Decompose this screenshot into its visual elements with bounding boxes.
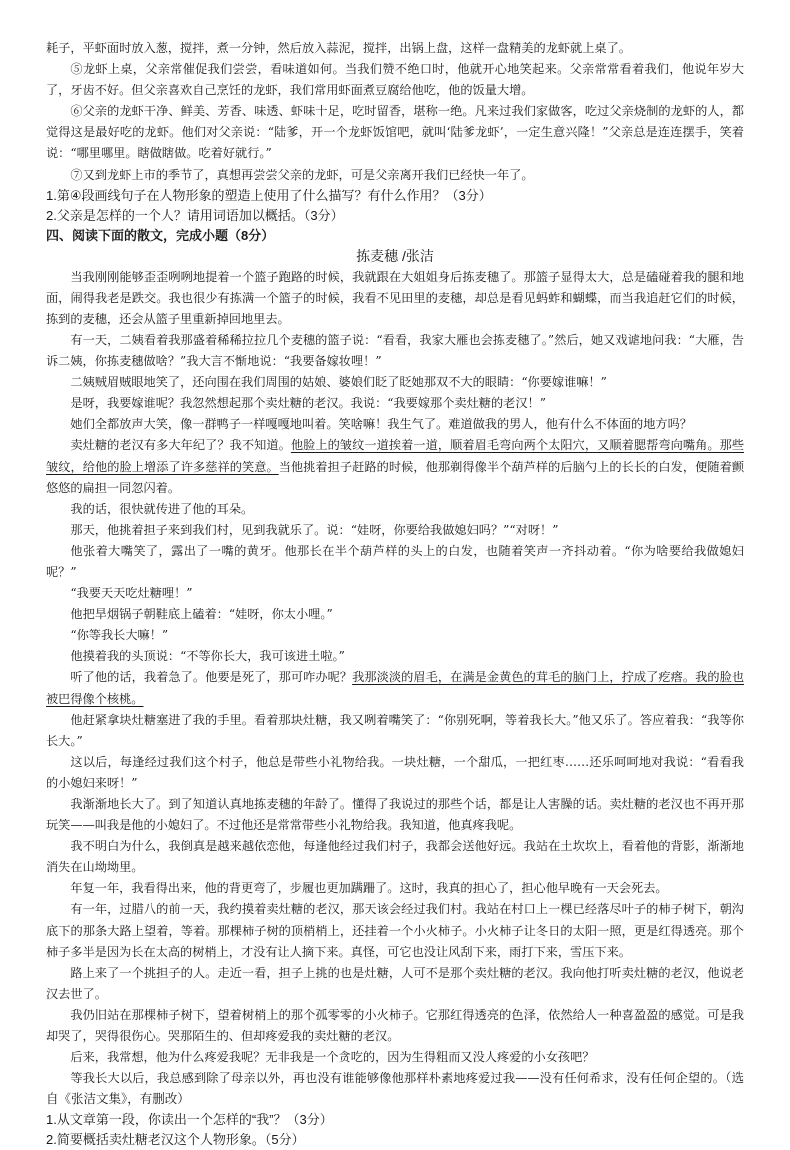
question-2: 2.简要概括卖灶糖老汉这个人物形象。（5分） [46, 1132, 305, 1148]
essay-paragraph: 是呀，我要嫁谁呢？我忽然想起那个卖灶糖的老汉。我说：“我要嫁那个卖灶糖的老汉！” [70, 396, 546, 411]
essay-paragraph: 当我刚刚能够歪歪咧咧地提着一个篮子跑路的时候，我就跟在大姐姐身后拣麦穗了。那篮子显得太大，总是磕碰着我的腿和地面，闹得我老是跌交。我也很少有拣满一个篮子的时候，我看不见田里的麦穗，却总是看见蚂蚱和蝴蝶，而当我追赶它们的时候，拣到的麦穗，还会从篮子里重新掉回地里去。 [46, 269, 744, 326]
essay-paragraph: 他张着大嘴笑了，露出了一嘴的黄牙。他那长在半个葫芦样的头上的白发，也随着笑声一齐抖动着。“你为啥要给我做媳妇呢？” [46, 543, 744, 579]
essay-text: 卖灶糖的老汉有多大年纪了？我不知道。 [70, 438, 291, 453]
essay-paragraph: 这以后，每逢经过我们这个村子，他总是带些小礼物给我。一块灶糖，一个甜瓜，一把红枣……还乐呵呵地对我说：“看看我的小媳妇来呀！” [46, 754, 744, 790]
paragraph-5: ⑤龙虾上桌，父亲常催促我们尝尝，看味道如何。当我们赞不绝口时，他就开心地笑起来。父亲常常看着我们，他说年岁大了，牙齿不好。但父亲喜欢自己烹饪的龙虾，我们常用虾面煮豆腐给他吃，他的饭量大增。 [46, 62, 744, 98]
essay-paragraph: 我不明白为什么，我倒真是越来越依恋他，每逢他经过我们村子，我都会送他好远。我站在土坎坎上，看着他的背影，渐渐地消失在山坳坳里。 [46, 839, 744, 875]
paragraph-7: ⑦又到龙虾上市的季节了，真想再尝尝父亲的龙虾，可是父亲离开我们已经快一年了。 [70, 167, 534, 182]
essay-paragraph: 他把旱烟锅子朝鞋底上磕着：“娃呀，你太小哩。” [70, 607, 333, 622]
essay-text: 等我长大以后，我总感到除了母亲以外，再也没有谁能够像他那样朴素地疼爱过我——没有任何希求，没有任何企望的。 [70, 1071, 726, 1086]
essay-paragraph: 我渐渐地长大了。到了知道认真地拣麦穗的年龄了。懂得了我说过的那些个话，都是让人害臊的话。卖灶糖的老汉也不再开那玩笑——叫我是他的小媳妇了。不过他还是常常带些小礼物给我。我知道，他真疼我呢。 [46, 797, 744, 833]
essay-text: 听了他的话，我着急了。他要是死了，那可咋办呢？ [70, 670, 353, 685]
paragraph-continued: 耗子，平虾面时放入葱，搅拌，煮一分钟，然后放入蒜泥，搅拌，出锅上盘，这样一盘精美的龙虾就上桌了。 [46, 41, 631, 55]
essay-paragraph [46, 667, 744, 709]
essay-paragraph [46, 1068, 744, 1110]
essay-paragraph: 有一年，过腊八的前一天，我约摸着卖灶糖的老汉，那天该会经过我们村。我站在村口上一棵已经落尽叶子的柿子树下，朝沟底下的那条大路上望着，等着。那棵柿子树的顶梢梢上，还挂着一个小火柿子。小火柿子让冬日的太阳一照，更是红得透亮。那个柿子多半是因为长在太高的树梢上，才没有让人摘下来。真怪，可它也没让风刮下来，雨打下来，雪压下来。 [46, 902, 744, 959]
essay-paragraph: “你等我长大嘛！” [70, 628, 169, 643]
essay-paragraph: 年复一年，我看得出来，他的背更弯了，步履也更加蹒跚了。这时，我真的担心了，担心他早晚有一天会死去。 [70, 881, 668, 896]
essay-title: 拣麦穗 /张洁 [356, 247, 434, 264]
underlined-sentence: 我那淡淡的眉毛，在满是金黄色的茸毛的脑门上，拧成了疙瘩。我的脸也被巴得像个核桃。 [46, 670, 745, 706]
section-heading: 四、阅读下面的散文，完成小题（8分） [46, 227, 275, 243]
essay-paragraph: 他摸着我的头顶说：“不等你长大，我可该进土啦。” [70, 649, 345, 664]
essay-paragraph: 那天，他挑着担子来到我们村，见到我就乐了。说：“娃呀，你要给我做媳妇吗？”“对呀！” [70, 522, 559, 537]
essay-paragraph: 他赶紧拿块灶糖塞进了我的手里。看着那块灶糖，我又咧着嘴笑了：“你别死啊，等着我长大。”他又乐了。答应着我：“我等你长大。” [46, 712, 744, 748]
essay-paragraph: 她们全都放声大笑，像一群鸭子一样嘎嘎地叫着。笑啥嘛！我生气了。难道做我的男人，他有什么不体面的地方吗？ [70, 417, 692, 432]
essay-paragraph: 路上来了一个挑担子的人。走近一看，担子上挑的也是灶糖，人可不是那个卖灶糖的老汉。我向他打听卖灶糖的老汉，他说老汉去世了。 [46, 965, 744, 1001]
essay-paragraph: 后来，我常想，他为什么疼爱我呢？无非我是一个贪吃的，因为生得粗而又没人疼爱的小女孩吧？ [70, 1050, 595, 1065]
paragraph-6: ⑥父亲的龙虾干净、鲜美、芳香、味透、虾味十足，吃时留香，堪称一绝。凡来过我们家做客，吃过父亲烧制的龙虾的人，都觉得这是最好吃的龙虾。他们对父亲说：“陆爹，开一个龙虾饭馆吧，就叫‘陆爹龙虾’，一定生意兴隆！”父亲总是连连摆手，笑着说：“哪里哪里。瞎做瞎做。吃着好就行。” [46, 104, 744, 161]
essay-paragraph: 有一天，二姨看着我那盛着稀稀拉拉几个麦穗的篮子说：“看看，我家大雁也会拣麦穗了。”然后，她又戏谑地问我：“大雁，告诉二姨，你拣麦穗做啥？”我大言不惭地说：“我要备嫁妆哩！” [46, 332, 744, 369]
essay-paragraph: 二姨贼眉贼眼地笑了，还向围在我们周围的姑娘、婆娘们眨了眨她那双不大的眼睛：“你要嫁谁嘛！” [70, 375, 607, 390]
essay-text: 当他挑着担子赶路的时候，他那剃得像半个葫芦样的后脑勺上的长长的白发，便随着颤悠悠的扁担一同忽闪着。 [46, 459, 745, 495]
underlined-sentence: 他脸上的皱纹一道挨着一道，顺着眉毛弯向两个太阳穴，又顺着腮帮弯向嘴角。那些皱纹，给他的脸上增添了许多慈祥的笑意。 [46, 438, 745, 474]
source-note: （选自《张洁文集》，有删改） [46, 1071, 744, 1107]
essay-paragraph: 我仍旧站在那棵柿子树下，望着树梢上的那个孤零零的小火柿子。它那红得透亮的色泽，依然给人一种喜盈盈的感觉。可是我却哭了，哭得很伤心。哭那陌生的、但却疼爱我的卖灶糖的老汉。 [46, 1007, 744, 1044]
essay-paragraph [46, 435, 744, 498]
essay-paragraph: “我要天天吃灶糖哩！” [70, 586, 193, 601]
question-1: 1.从文章第一段，你读出一个怎样的“我”？（3分） [46, 1112, 333, 1128]
question-1: 1.第④段画线句子在人物形象的塑造上使用了什么描写？有什么作用？（3分） [46, 187, 492, 203]
essay-paragraph: 我的话，很快就传进了他的耳朵。 [70, 501, 254, 516]
question-2: 2.父亲是怎样的一个人？请用词语加以概括。（3分） [46, 207, 344, 223]
